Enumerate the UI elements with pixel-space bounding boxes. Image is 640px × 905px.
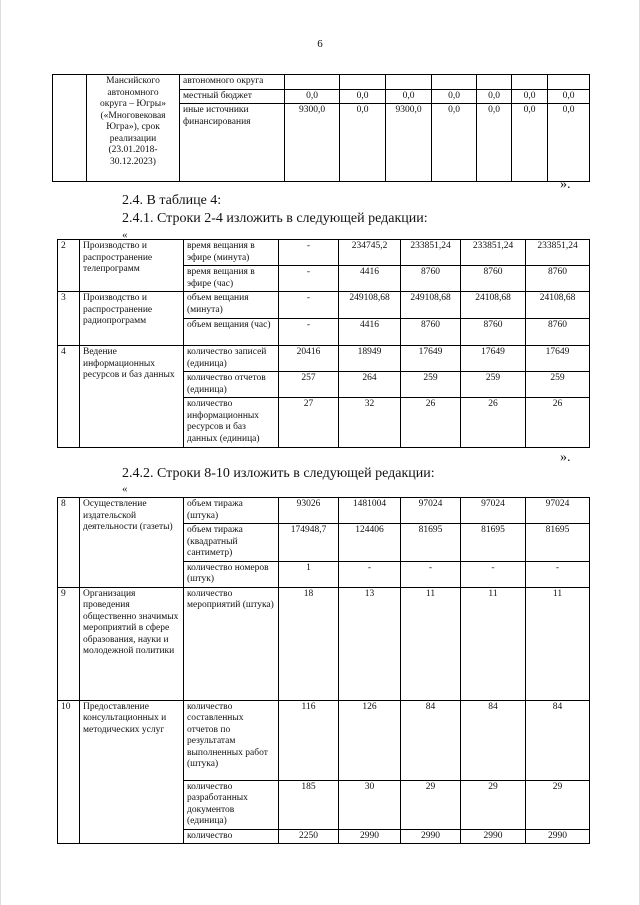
table-row — [58, 346, 590, 372]
value-cell: 8760 — [461, 266, 526, 292]
funding-source-cell: автономного округа — [180, 75, 285, 90]
indicator-cell: объем вещания (час) — [184, 319, 279, 346]
value-cell: 81695 — [526, 524, 590, 562]
value-cell: 234745,2 — [339, 240, 401, 266]
value-cell: 81695 — [461, 524, 526, 562]
service-name-cell: Организация проведения общественно значимых мероприятий в сфере образования, науки и молодежной политики — [80, 587, 184, 700]
heading-rows-2-4: 2.4.1. Строки 2-4 изложить в следующей редакции: — [122, 211, 428, 226]
value-cell: 13 — [339, 587, 401, 700]
value-cell: 257 — [279, 372, 339, 398]
value-cell: 249108,68 — [401, 292, 461, 319]
indicator-cell: объем тиража (штука) — [184, 498, 279, 524]
value-cell: 124406 — [339, 524, 401, 562]
table-funding — [52, 74, 590, 182]
value-cell: 81695 — [401, 524, 461, 562]
service-name-cell: Производство и распространение радиопрограмм — [80, 292, 184, 346]
indicator-cell: количество записей (единица) — [184, 346, 279, 372]
value-cell: 93026 — [279, 498, 339, 524]
value-cell: 249108,68 — [339, 292, 401, 319]
table-row — [58, 700, 590, 780]
value-cell: 2990 — [461, 829, 526, 844]
value-cell: 29 — [526, 780, 590, 829]
indicator-cell: количество номеров (штук) — [184, 561, 279, 587]
value-cell: 84 — [401, 700, 461, 780]
value-cell: 9300,0 — [386, 104, 432, 182]
value-cell: 1481004 — [339, 498, 401, 524]
value-cell: - — [279, 240, 339, 266]
table-row — [58, 240, 590, 266]
value-cell: - — [526, 561, 590, 587]
value-cell: 84 — [461, 700, 526, 780]
value-cell: 0,0 — [548, 89, 590, 104]
value-cell — [386, 75, 432, 90]
value-cell — [548, 75, 590, 90]
value-cell: 233851,24 — [401, 240, 461, 266]
indicator-cell: количество отчетов (единица) — [184, 372, 279, 398]
value-cell: 18 — [279, 587, 339, 700]
heading-rows-8-10: 2.4.2. Строки 8-10 изложить в следующей редакции: — [122, 466, 435, 481]
service-name-cell: Предоставление консультационных и методических услуг — [80, 700, 184, 844]
program-name-line: реализации — [109, 133, 157, 144]
value-cell: 29 — [401, 780, 461, 829]
heading-table4: 2.4. В таблице 4: — [122, 193, 222, 208]
indicator-cell: объем вещания (минута) — [184, 292, 279, 319]
value-cell — [432, 75, 477, 90]
value-cell: 20416 — [279, 346, 339, 372]
value-cell: 17649 — [461, 346, 526, 372]
service-name-cell: Осуществление издательской деятельности (газеты) — [80, 498, 184, 588]
table-row — [58, 587, 590, 700]
value-cell: 0,0 — [340, 104, 386, 182]
value-cell: 1 — [279, 561, 339, 587]
value-cell: 116 — [279, 700, 339, 780]
value-cell: 24108,68 — [461, 292, 526, 319]
service-name-cell: Ведение информационных ресурсов и баз данных — [80, 346, 184, 448]
indicator-cell: количество мероприятий (штука) — [184, 587, 279, 700]
value-cell: 97024 — [526, 498, 590, 524]
quote-close: ». — [560, 177, 571, 192]
value-cell — [477, 75, 512, 90]
value-cell: 2990 — [401, 829, 461, 844]
value-cell: 2990 — [526, 829, 590, 844]
value-cell: - — [279, 266, 339, 292]
value-cell: 17649 — [401, 346, 461, 372]
indicator-cell: количество составленных отчетов по результатам выполненных работ (штука) — [184, 700, 279, 780]
program-name-cell — [87, 75, 180, 182]
value-cell: - — [461, 561, 526, 587]
value-cell: 29 — [461, 780, 526, 829]
row-number-cell: 4 — [58, 346, 80, 448]
value-cell: 26 — [461, 398, 526, 448]
value-cell: 84 — [526, 700, 590, 780]
page-number: 6 — [317, 38, 323, 50]
value-cell: 0,0 — [340, 89, 386, 104]
value-cell: 26 — [401, 398, 461, 448]
value-cell: 0,0 — [432, 104, 477, 182]
value-cell: 259 — [461, 372, 526, 398]
value-cell: 97024 — [461, 498, 526, 524]
value-cell: 24108,68 — [526, 292, 590, 319]
program-name-line: 30.12.2023) — [110, 156, 156, 167]
program-name-line: автономного — [107, 87, 159, 98]
value-cell: - — [279, 319, 339, 346]
value-cell: 2990 — [339, 829, 401, 844]
value-cell: 11 — [401, 587, 461, 700]
table-row — [53, 75, 590, 90]
value-cell: 4416 — [339, 266, 401, 292]
value-cell: 97024 — [401, 498, 461, 524]
value-cell: 0,0 — [548, 104, 590, 182]
value-cell: 8760 — [526, 266, 590, 292]
value-cell: 185 — [279, 780, 339, 829]
row-number-cell: 9 — [58, 587, 80, 700]
value-cell: 8760 — [401, 266, 461, 292]
value-cell: 0,0 — [432, 89, 477, 104]
value-cell: 0,0 — [512, 104, 548, 182]
funding-source-cell: иные источники финансирования — [180, 104, 285, 182]
value-cell: 233851,24 — [461, 240, 526, 266]
value-cell: 32 — [339, 398, 401, 448]
value-cell: 8760 — [461, 319, 526, 346]
table-row — [58, 292, 590, 319]
row-number-cell — [53, 75, 87, 182]
value-cell: 126 — [339, 700, 401, 780]
program-name-line: Мансийского — [106, 76, 160, 86]
value-cell: 8760 — [401, 319, 461, 346]
indicator-cell: количество информационных ресурсов и баз данных (единица) — [184, 398, 279, 448]
row-number-cell: 10 — [58, 700, 80, 844]
program-name-line: («Многовековая — [100, 110, 166, 121]
funding-source-cell: местный бюджет — [180, 89, 285, 104]
value-cell: 259 — [401, 372, 461, 398]
table-rows-8-10 — [57, 497, 590, 844]
row-number-cell: 3 — [58, 292, 80, 346]
row-number-cell: 8 — [58, 498, 80, 588]
indicator-cell: количество — [184, 829, 279, 844]
value-cell: 17649 — [526, 346, 590, 372]
value-cell: 0,0 — [477, 89, 512, 104]
value-cell: 11 — [526, 587, 590, 700]
indicator-cell: время вещания в эфире (час) — [184, 266, 279, 292]
value-cell: - — [401, 561, 461, 587]
program-name-line: (23.01.2018- — [108, 145, 158, 155]
value-cell: 174948,7 — [279, 524, 339, 562]
program-name-line: округа – Югры» — [100, 99, 166, 109]
indicator-cell: время вещания в эфире (минута) — [184, 240, 279, 266]
value-cell — [340, 75, 386, 90]
value-cell — [512, 75, 548, 90]
value-cell: 0,0 — [386, 89, 432, 104]
value-cell: 11 — [461, 587, 526, 700]
value-cell: 27 — [279, 398, 339, 448]
indicator-cell: объем тиража (квадратный сантиметр) — [184, 524, 279, 562]
value-cell: 0,0 — [477, 104, 512, 182]
value-cell: 30 — [339, 780, 401, 829]
quote-close-2: ». — [560, 450, 571, 465]
value-cell: 2250 — [279, 829, 339, 844]
value-cell: 0,0 — [285, 89, 340, 104]
value-cell: - — [339, 561, 401, 587]
service-name-cell: Производство и распространение телепрограмм — [80, 240, 184, 292]
value-cell: 4416 — [339, 319, 401, 346]
value-cell: 0,0 — [512, 89, 548, 104]
program-name-line: Югра»), срок — [106, 122, 160, 132]
table-row — [58, 498, 590, 524]
value-cell: 259 — [526, 372, 590, 398]
indicator-cell: количество разработанных документов (единица) — [184, 780, 279, 829]
value-cell: - — [279, 292, 339, 319]
quote-open-2: « — [122, 483, 128, 495]
value-cell — [285, 75, 340, 90]
row-number-cell: 2 — [58, 240, 80, 292]
table-rows-2-4 — [57, 239, 590, 448]
value-cell: 9300,0 — [285, 104, 340, 182]
value-cell: 18949 — [339, 346, 401, 372]
value-cell: 26 — [526, 398, 590, 448]
value-cell: 264 — [339, 372, 401, 398]
value-cell: 8760 — [526, 319, 590, 346]
quote-open: « — [122, 229, 128, 241]
value-cell: 233851,24 — [526, 240, 590, 266]
